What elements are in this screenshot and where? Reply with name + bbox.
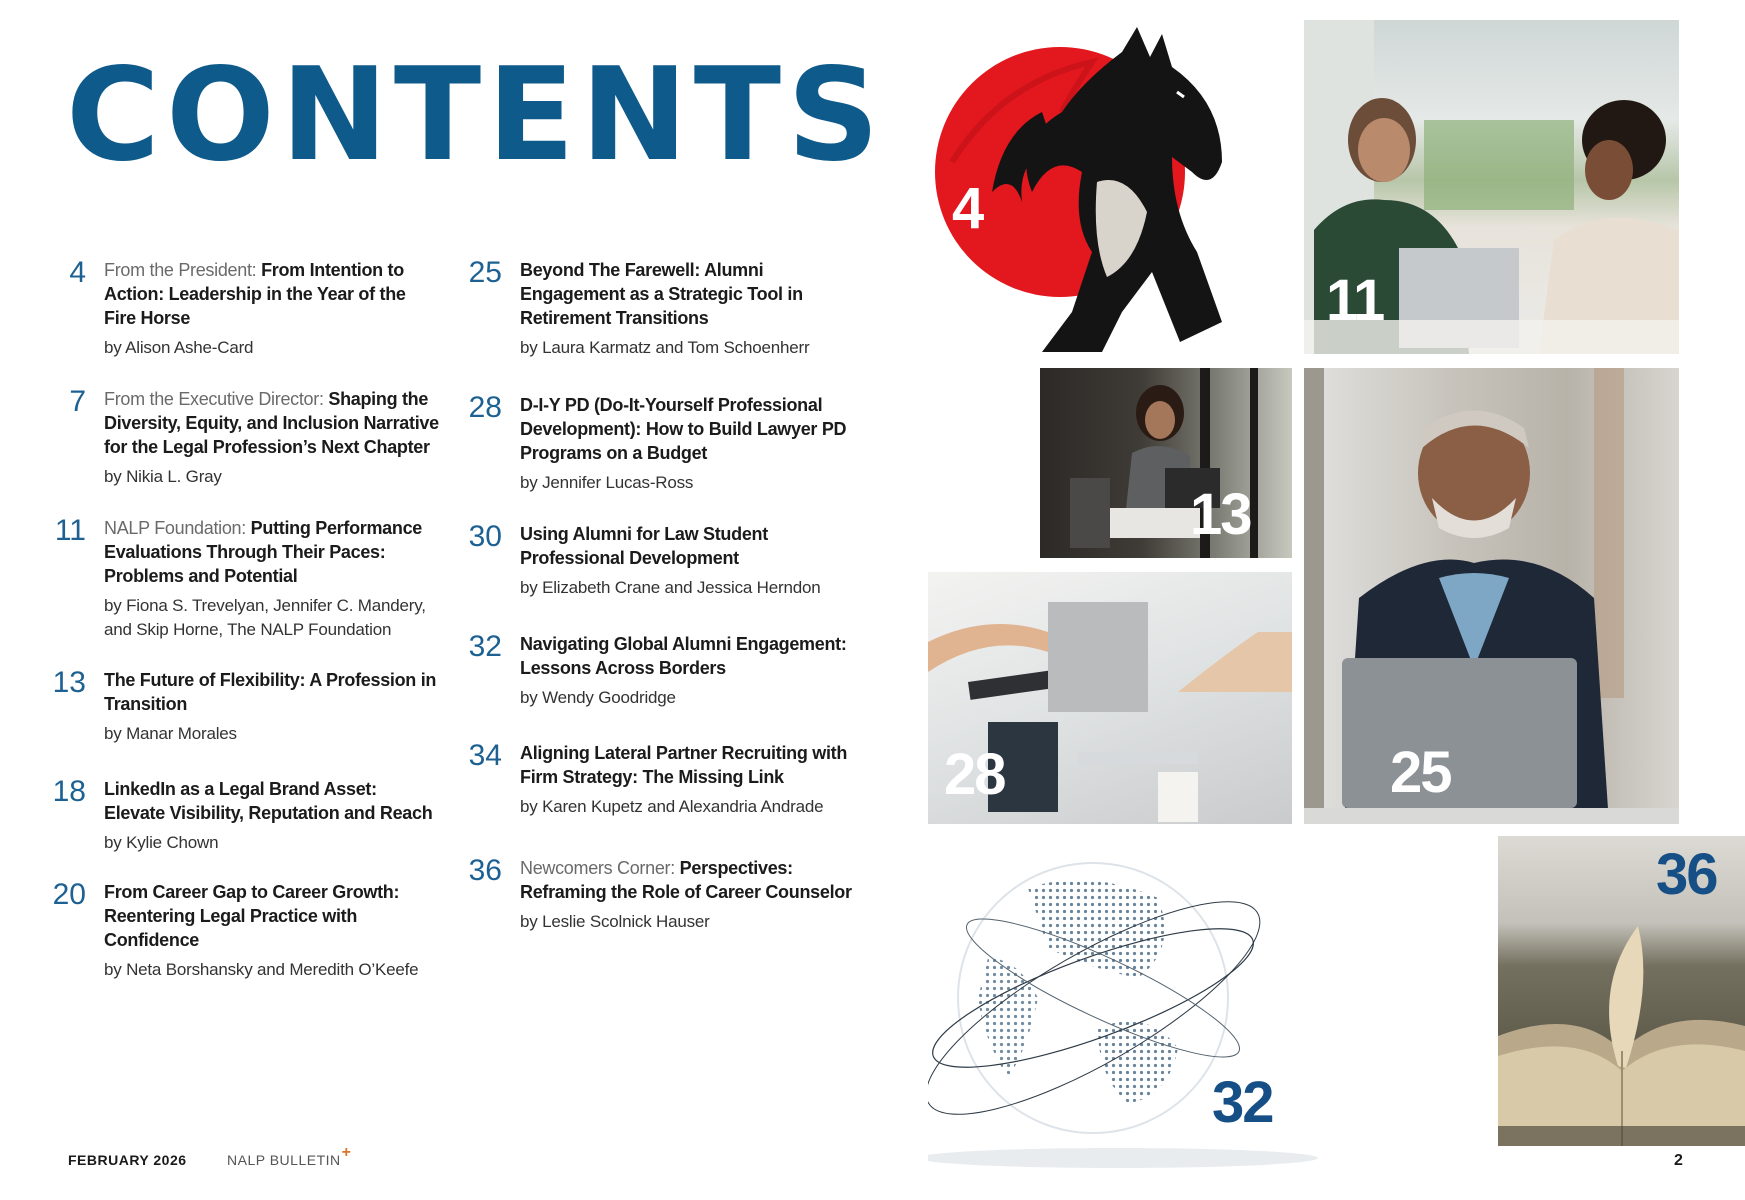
article-title: Aligning Lateral Partner Recruiting with Firm Strategy: The Missing Link bbox=[520, 743, 848, 787]
photo-tile-13[interactable] bbox=[1040, 368, 1292, 558]
publication-name bbox=[227, 1144, 352, 1170]
photo-page-number: 36 bbox=[1656, 842, 1717, 907]
section-kicker: Newcomers Corner: bbox=[520, 858, 680, 878]
page-number: 7 bbox=[69, 385, 86, 418]
article-title: Newcomers Corner: Perspectives: Reframing the Role of Career Counselor bbox=[520, 858, 852, 902]
section-kicker: From the President: bbox=[104, 260, 262, 280]
photo-page-number: 13 bbox=[1190, 482, 1251, 547]
byline: by Nikia L. Gray bbox=[104, 467, 222, 486]
publication-label: NALP BULLETIN bbox=[227, 1152, 341, 1168]
toc-entry[interactable] bbox=[438, 741, 860, 819]
section-kicker: From the Executive Director: bbox=[104, 389, 329, 409]
byline: by Alison Ashe-Card bbox=[104, 338, 254, 357]
page-number: 20 bbox=[52, 878, 86, 911]
toc-entry[interactable] bbox=[22, 777, 442, 855]
article-title: Navigating Global Alumni Engagement: Lessons Across Borders bbox=[520, 634, 847, 678]
byline: by Fiona S. Trevelyan, Jennifer C. Mandery, and Skip Horne, The NALP Foundation bbox=[104, 596, 426, 639]
article-title: NALP Foundation: Putting Performance Evaluations Through Their Paces: Problems and Potential bbox=[104, 518, 423, 586]
page-number: 32 bbox=[468, 630, 502, 663]
article-title: D-I-Y PD (Do-It-Yourself Professional Development): How to Build Lawyer PD Programs on a Budget bbox=[520, 395, 847, 463]
page-number: 36 bbox=[468, 854, 502, 887]
byline: by Karen Kupetz and Alexandria Andrade bbox=[520, 797, 824, 816]
article-title: LinkedIn as a Legal Brand Asset: Elevate Visibility, Reputation and Reach bbox=[104, 779, 433, 823]
photo-page-number: 25 bbox=[1390, 740, 1451, 805]
page-number-footer: 2 bbox=[1674, 1152, 1683, 1169]
page-number: 13 bbox=[52, 666, 86, 699]
page-number: 25 bbox=[468, 256, 502, 289]
byline: by Leslie Scolnick Hauser bbox=[520, 912, 710, 931]
photo-tile-4[interactable] bbox=[922, 22, 1294, 354]
byline: by Manar Morales bbox=[104, 724, 237, 743]
toc-entry[interactable] bbox=[22, 516, 442, 642]
byline: by Elizabeth Crane and Jessica Herndon bbox=[520, 578, 821, 597]
photo-tile-36[interactable] bbox=[1498, 836, 1745, 1146]
toc-entry[interactable] bbox=[438, 393, 860, 495]
byline: by Neta Borshansky and Meredith O’Keefe bbox=[104, 960, 419, 979]
page-number: 11 bbox=[54, 514, 86, 547]
toc-entry[interactable] bbox=[22, 880, 442, 982]
photo-page-number: 11 bbox=[1326, 268, 1384, 333]
page-number: 34 bbox=[468, 739, 502, 772]
page-title: CONTENTS bbox=[66, 41, 886, 190]
byline: by Laura Karmatz and Tom Schoenherr bbox=[520, 338, 810, 357]
photo-tile-11[interactable] bbox=[1304, 20, 1679, 354]
dotted-globe-art bbox=[928, 838, 1348, 1168]
toc-entry[interactable] bbox=[22, 258, 442, 360]
byline: by Wendy Goodridge bbox=[520, 688, 676, 707]
article-title: The Future of Flexibility: A Profession in Transition bbox=[104, 670, 437, 714]
page-number: 18 bbox=[52, 775, 86, 808]
article-title: From Career Gap to Career Growth: Reentering Legal Practice with Confidence bbox=[104, 882, 400, 950]
toc-entry[interactable] bbox=[438, 632, 860, 710]
article-title: From the President: From Intention to Action: Leadership in the Year of the Fire Horse bbox=[104, 260, 406, 328]
article-title: Using Alumni for Law Student Professional Development bbox=[520, 524, 768, 568]
photo-page-number: 4 bbox=[952, 176, 983, 241]
page-number: 28 bbox=[468, 391, 502, 424]
page-number: 30 bbox=[468, 520, 502, 553]
photo-tile-28[interactable] bbox=[928, 572, 1292, 824]
toc-entry[interactable] bbox=[22, 387, 442, 489]
photo-page-number: 28 bbox=[944, 742, 1005, 807]
toc-entry[interactable] bbox=[438, 258, 860, 360]
toc-entry[interactable] bbox=[22, 668, 442, 746]
issue-date: FEBRUARY 2026 bbox=[68, 1152, 187, 1168]
plus-icon: + bbox=[341, 1144, 352, 1161]
woman-with-laptop-photo bbox=[1040, 368, 1292, 558]
photo-tile-25[interactable] bbox=[1304, 368, 1679, 824]
byline: by Kylie Chown bbox=[104, 833, 219, 852]
toc-entry[interactable] bbox=[438, 856, 860, 934]
photo-page-number: 32 bbox=[1212, 1070, 1273, 1135]
article-title: From the Executive Director: Shaping the Diversity, Equity, and Inclusion Narrative for the Legal Profession’s Next Chapter bbox=[104, 389, 439, 457]
toc-entry[interactable] bbox=[438, 522, 860, 600]
article-title: Beyond The Farewell: Alumni Engagement as a Strategic Tool in Retirement Transitions bbox=[520, 260, 803, 328]
section-kicker: NALP Foundation: bbox=[104, 518, 251, 538]
byline: by Jennifer Lucas-Ross bbox=[520, 473, 694, 492]
page-number: 4 bbox=[69, 256, 86, 289]
man-on-phone-photo bbox=[1304, 368, 1679, 824]
photo-tile-32[interactable] bbox=[928, 838, 1348, 1168]
